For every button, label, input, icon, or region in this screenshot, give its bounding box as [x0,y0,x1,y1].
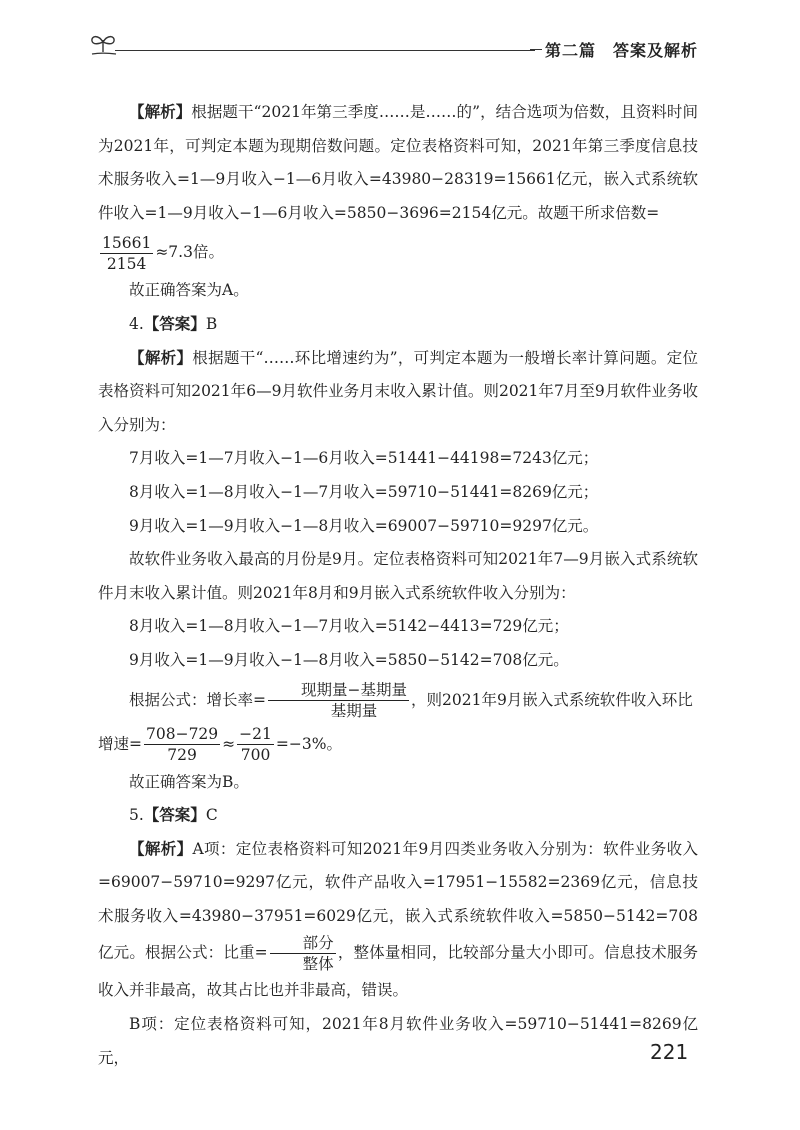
q4-growth-denominator-2: 700 [240,746,271,764]
header-rule [115,50,535,51]
q3-fraction-line [98,230,698,274]
q4-formula-line [98,678,698,722]
q4-number: 4. [129,314,144,333]
q4-formula-lead: 根据公式：增长率= [129,690,266,709]
q4-growth-numerator-2: −21 [239,725,272,743]
q3-analysis-text: 根据题干“2021年第三季度……是……的”，结合选项为倍数，且资料时间为2021年，可判定本题为现期倍数问题。定位表格资料可知，2021年第三季度信息技术服务收入=1—9月收入−1—6月收入=43980−28319=15661亿元，嵌入式系统软件收入=1—9月收入−1—6月收入=5850−3696=2154亿元。故题干所求倍数= [98,103,698,222]
q5-answer-tag: 【答案】 [143,806,206,825]
q5-analysis-text: A项：定位表格资料可知2021年9月四类业务收入分别为：软件业务收入=69007−59710=9297亿元，软件产品收入=17951−15582=2369亿元，信息技术服务收入=43980−37951=6029亿元，嵌入式系统软件收入=5850−5142=708亿元。根据公式：比重= [98,839,698,962]
q3-fraction-denominator: 2154 [106,254,147,273]
q3-analysis-tag: 【解析】 [129,103,192,121]
q4-analysis-tag: 【解析】 [129,348,193,367]
q5-analysis-text-2: ，整体量相同，比较部分量大小即可。信息技术服务收入并非最高，故其占比也并非最高，错误。 [98,943,698,1000]
q4-formula-fraction [268,680,409,721]
q3-fraction-numerator: 15661 [102,233,152,252]
q4-growth-numerator-1: 708−729 [146,725,219,743]
q4-september-embedded-line: 9月收入=1—9月收入−1—8月收入=5850−5142=708亿元。 [129,650,569,669]
q4-formula-tail: ，则2021年9月嵌入式系统软件收入环比 [411,690,693,709]
q3-fraction-tail: ≈7.3倍。 [155,243,224,262]
header-rule-dash [530,49,542,50]
q4-analysis-text: 根据题干“……环比增速约为”，可判定本题为一般增长率计算问题。定位表格资料可知2021年6—9月软件业务月末收入累计值。则2021年7月至9月软件业务收入分别为： [98,348,698,434]
leaf-logo-icon [88,30,118,56]
q4-july-line: 7月收入=1—7月收入−1—6月收入=51441−44198=7243亿元； [129,449,599,468]
q4-growth-tail: =−3%。 [275,734,342,753]
q4-formula-numerator: 现期量−基期量 [268,680,409,701]
q4-growth-lead: 增速= [98,734,142,753]
q4-answer-tag: 【答案】 [143,314,206,333]
q5-analysis-paragraph [98,833,698,1008]
q4-formula-denominator: 基期量 [330,702,378,720]
q5-formula-fraction [270,933,336,974]
q4-growth-denominator-1: 729 [167,746,197,764]
q5-number: 5. [129,806,144,825]
q4-august-embedded-line: 8月收入=1—8月收入−1—7月收入=5142−4413=729亿元； [129,617,569,636]
q5-analysis-tag: 【解析】 [129,839,193,858]
q4-answer-line [98,308,698,342]
q5-answer-line [98,799,698,833]
q4-growth-fraction-1 [144,724,220,765]
q4-analysis-paragraph [98,342,698,443]
q5-answer-value: C [205,806,218,825]
q4-growth-approx: ≈ [222,734,236,753]
q5-option-b-text: B项：定位表格资料可知，2021年8月软件业务收入=59710−51441=8269亿元， [98,1015,698,1067]
q4-embedded-paragraph: 故软件业务收入最高的月份是9月。定位表格资料可知2021年7—9月嵌入式系统软件月末收入累计值。则2021年8月和9月嵌入式系统软件收入分别为： [98,550,698,602]
q3-conclusion: 故正确答案为A。 [129,281,249,300]
page-content [98,96,698,1075]
q4-august-line: 8月收入=1—8月收入−1—7月收入=59710−51441=8269亿元； [129,482,599,501]
q4-september-line: 9月收入=1—9月收入−1—8月收入=69007−59710=9297亿元。 [129,516,599,535]
q4-growth-line [98,722,698,766]
q4-growth-fraction-2 [237,724,274,765]
page-number: 221 [650,1040,689,1064]
q3-fraction [100,233,153,274]
header-title: 第二篇 答案及解析 [545,41,699,60]
q4-conclusion: 故正确答案为B。 [129,772,249,791]
q3-analysis-paragraph [98,96,698,230]
q4-answer-value: B [205,314,218,333]
q5-formula-denominator: 整体 [302,955,334,974]
q5-formula-numerator: 部分 [270,933,336,954]
